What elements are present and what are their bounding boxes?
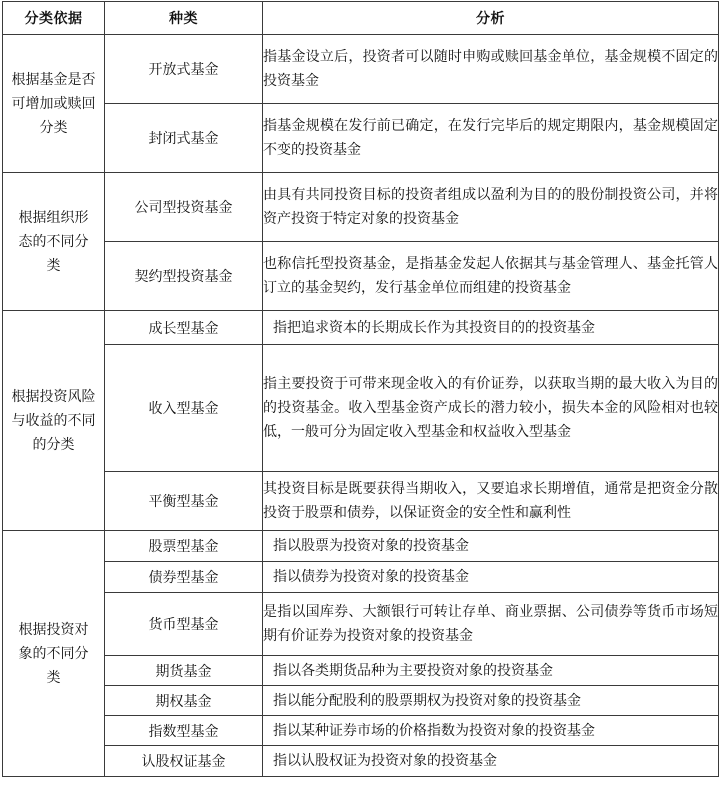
fund-type-cell: 公司型投资基金 — [105, 173, 263, 242]
fund-type-cell: 开放式基金 — [105, 35, 263, 104]
category-label: 根据基金是否可增加或赎回分类 — [11, 71, 96, 136]
fund-type-cell: 平衡型基金 — [105, 472, 263, 531]
fund-classification-table — [2, 1, 719, 777]
category-cell — [3, 35, 105, 173]
fund-type-cell: 债券型基金 — [105, 562, 263, 593]
table-row — [3, 345, 719, 472]
fund-type-cell: 货币型基金 — [105, 593, 263, 656]
header-row — [3, 2, 719, 35]
category-label: 根据组织形态的不同分类 — [18, 209, 89, 274]
analysis-cell: 指以能分配股利的股票期权为投资对象的投资基金 — [263, 686, 719, 716]
table-row — [3, 686, 719, 716]
table-row — [3, 562, 719, 593]
category-cell — [3, 173, 105, 311]
analysis-cell: 指以各类期货品种为主要投资对象的投资基金 — [263, 656, 719, 686]
analysis-cell: 指以某种证券市场的价格指数为投资对象的投资基金 — [263, 716, 719, 746]
table-row — [3, 531, 719, 562]
fund-type-cell: 认股权证基金 — [105, 746, 263, 777]
analysis-cell: 指以债券为投资对象的投资基金 — [263, 562, 719, 593]
table-row — [3, 173, 719, 242]
header-type: 种类 — [105, 2, 263, 35]
fund-type-cell: 期权基金 — [105, 686, 263, 716]
analysis-cell: 指基金设立后，投资者可以随时申购或赎回基金单位，基金规模不固定的投资基金 — [263, 35, 719, 104]
analysis-cell: 是指以国库券、大额银行可转让存单、商业票据、公司债券等货币市场短期有价证券为投资对象的投资基金 — [263, 593, 719, 656]
fund-type-cell: 收入型基金 — [105, 345, 263, 472]
category-label: 根据投资风险与收益的不同的分类 — [11, 388, 96, 453]
analysis-cell: 指把追求资本的长期成长作为其投资目的的投资基金 — [263, 311, 719, 345]
fund-type-cell: 股票型基金 — [105, 531, 263, 562]
analysis-cell: 其投资目标是既要获得当期收入，又要追求长期增值，通常是把资金分散投资于股票和债券，以保证资金的安全性和赢利性 — [263, 472, 719, 531]
analysis-cell: 也称信托型投资基金，是指基金发起人依据其与基金管理人、基金托管人订立的基金契约，发行基金单位而组建的投资基金 — [263, 242, 719, 311]
fund-type-cell: 封闭式基金 — [105, 104, 263, 173]
table-row — [3, 656, 719, 686]
table-row — [3, 472, 719, 531]
analysis-cell: 指以认股权证为投资对象的投资基金 — [263, 746, 719, 777]
table-row — [3, 746, 719, 777]
analysis-cell: 指主要投资于可带来现金收入的有价证券，以获取当期的最大收入为目的的投资基金。收入型基金资产成长的潜力较小，损失本金的风险相对也较低，一般可分为固定收入型基金和权益收入型基金 — [263, 345, 719, 472]
table-row — [3, 716, 719, 746]
fund-type-cell: 成长型基金 — [105, 311, 263, 345]
analysis-cell: 由具有共同投资目标的投资者组成以盈利为目的的股份制投资公司，并将资产投资于特定对象的投资基金 — [263, 173, 719, 242]
analysis-cell: 指基金规模在发行前已确定，在发行完毕后的规定期限内，基金规模固定不变的投资基金 — [263, 104, 719, 173]
table-row — [3, 35, 719, 104]
table-row — [3, 311, 719, 345]
analysis-cell: 指以股票为投资对象的投资基金 — [263, 531, 719, 562]
header-basis: 分类依据 — [3, 2, 105, 35]
table-row — [3, 104, 719, 173]
fund-classification-document — [2, 1, 719, 777]
fund-type-cell: 期货基金 — [105, 656, 263, 686]
header-analysis: 分析 — [263, 2, 719, 35]
table-row — [3, 242, 719, 311]
category-label: 根据投资对象的不同分类 — [18, 621, 89, 686]
category-cell — [3, 311, 105, 531]
fund-type-cell: 契约型投资基金 — [105, 242, 263, 311]
fund-type-cell: 指数型基金 — [105, 716, 263, 746]
category-cell — [3, 531, 105, 777]
table-row — [3, 593, 719, 656]
